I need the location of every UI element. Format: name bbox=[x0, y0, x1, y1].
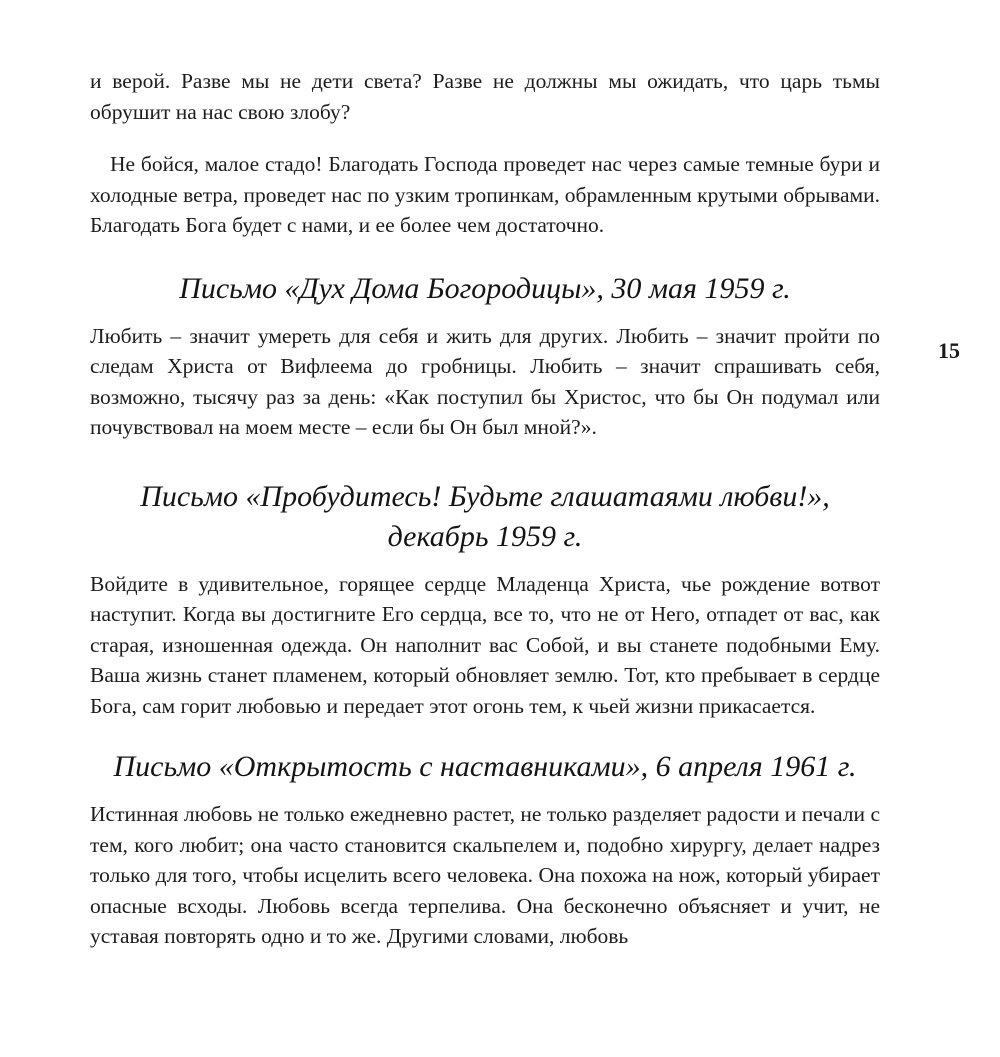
page-number: 15 bbox=[938, 338, 960, 363]
letter-2-text: Войдите в удивительное, горящее сердце Младенца Христа, чье рождение вотвот наступит. Когда вы достигните Его сердца, все то, что не от Него, отпадет от вас, как старая, изношенная одежда. Он наполнит вас Собой, и вы станете подобными Ему. Ваша жизнь станет пламенем, который обновляет землю. Тот, кто пребывает в сердце Бога, сам горит любовью и передает этот огонь тем, к чьей жизни прикасается. bbox=[90, 571, 880, 718]
paragraph-continuation: и верой. Разве мы не дети света? Разве не должны мы ожидать, что царь тьмы обрушит на нас свою злобу? bbox=[90, 69, 880, 124]
paragraph-fear-not: Не бойся, малое стадо! Благодать Господа проведет нас через самые темные бури и холодные ветра, проведет нас по узким тропинкам, обрамленным крутыми обрывами. Благодать Бога будет с нами, и ее более чем достаточно. bbox=[90, 152, 880, 237]
letter-heading-1: Письмо «Дух Дома Богородицы», 30 мая 1959 г. bbox=[179, 271, 791, 305]
letter-heading-2-line-1: Письмо «Пробудитесь! Будьте глашатаями любви!», bbox=[140, 479, 830, 513]
letter-heading-2-line-2: декабрь 1959 г. bbox=[387, 519, 583, 553]
letter-heading-3: Письмо «Открытость с наставниками», 6 апреля 1961 г. bbox=[113, 750, 857, 783]
letter-3-text: Истинная любовь не только ежедневно растет, не только разделяет радости и печали с тем, кого любит; она часто становится скальпелем и, подобно хирургу, делает надрез только для того, чтобы исцелить всего человека. Она похожа на нож, который убирает опасные всходы. Любовь всегда терпелива. Она бесконечно объясняет и учит, не уставая повторять одно и то же. Другими словами, любовь bbox=[90, 802, 880, 948]
letter-1-text: Любить – значит умереть для себя и жить для других. Любить – значит пройти по следам Христа от Вифлеема до гробницы. Любить – значит спрашивать себя, возможно, тысячу раз за день: «Как поступил бы Христос, что бы Он подумал или почувствовал на моем месте – если бы Он был мной?». bbox=[90, 323, 880, 439]
letter-heading-2 bbox=[90, 477, 880, 557]
book-page-body bbox=[90, 66, 880, 952]
